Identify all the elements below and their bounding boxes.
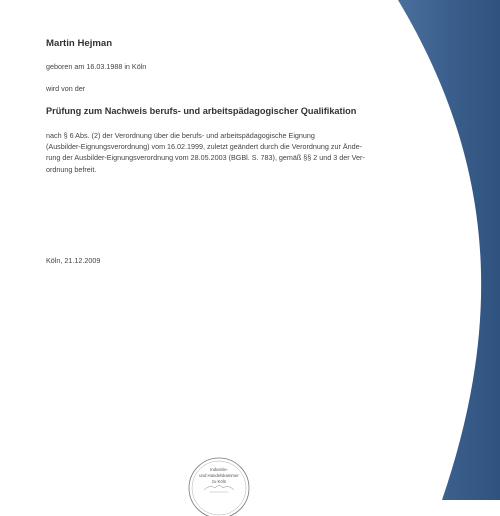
paragraph-line: (Ausbilder-Eignungsverordnung) vom 16.02.1999, zuletzt geändert durch die Verordnung zur Ände- [46,142,363,152]
birth-info: geboren am 16.03.1988 in Köln [46,62,147,71]
seal-circle-icon [180,456,258,516]
seal-line-1: Industrie- [210,467,228,472]
paragraph-line: nach § 6 Abs. (2) der Verordnung über die berufs- und arbeitspädagogische Eignung [46,131,315,140]
seal-line-2: und Handelskammer [199,473,239,478]
chamber-seal [180,456,258,516]
paragraph-line: ordnung befreit. [46,164,97,174]
seal-line-3: zu Köln [211,479,227,484]
wird-von-der-text: wird von der [46,84,86,93]
paragraph-line: rung der Ausbilder-Eignungsverordnung vom 28.05.2003 (BGBl. S. 783), gemäß §§ 2 und 3 der Ver- [46,153,365,163]
exam-title: Prüfung zum Nachweis berufs- und arbeitspädagogischer Qualifikation [46,106,357,116]
place-date: Köln, 21.12.2009 [46,256,101,265]
recipient-name: Martin Hejman [46,38,113,49]
legal-paragraph [46,130,365,175]
